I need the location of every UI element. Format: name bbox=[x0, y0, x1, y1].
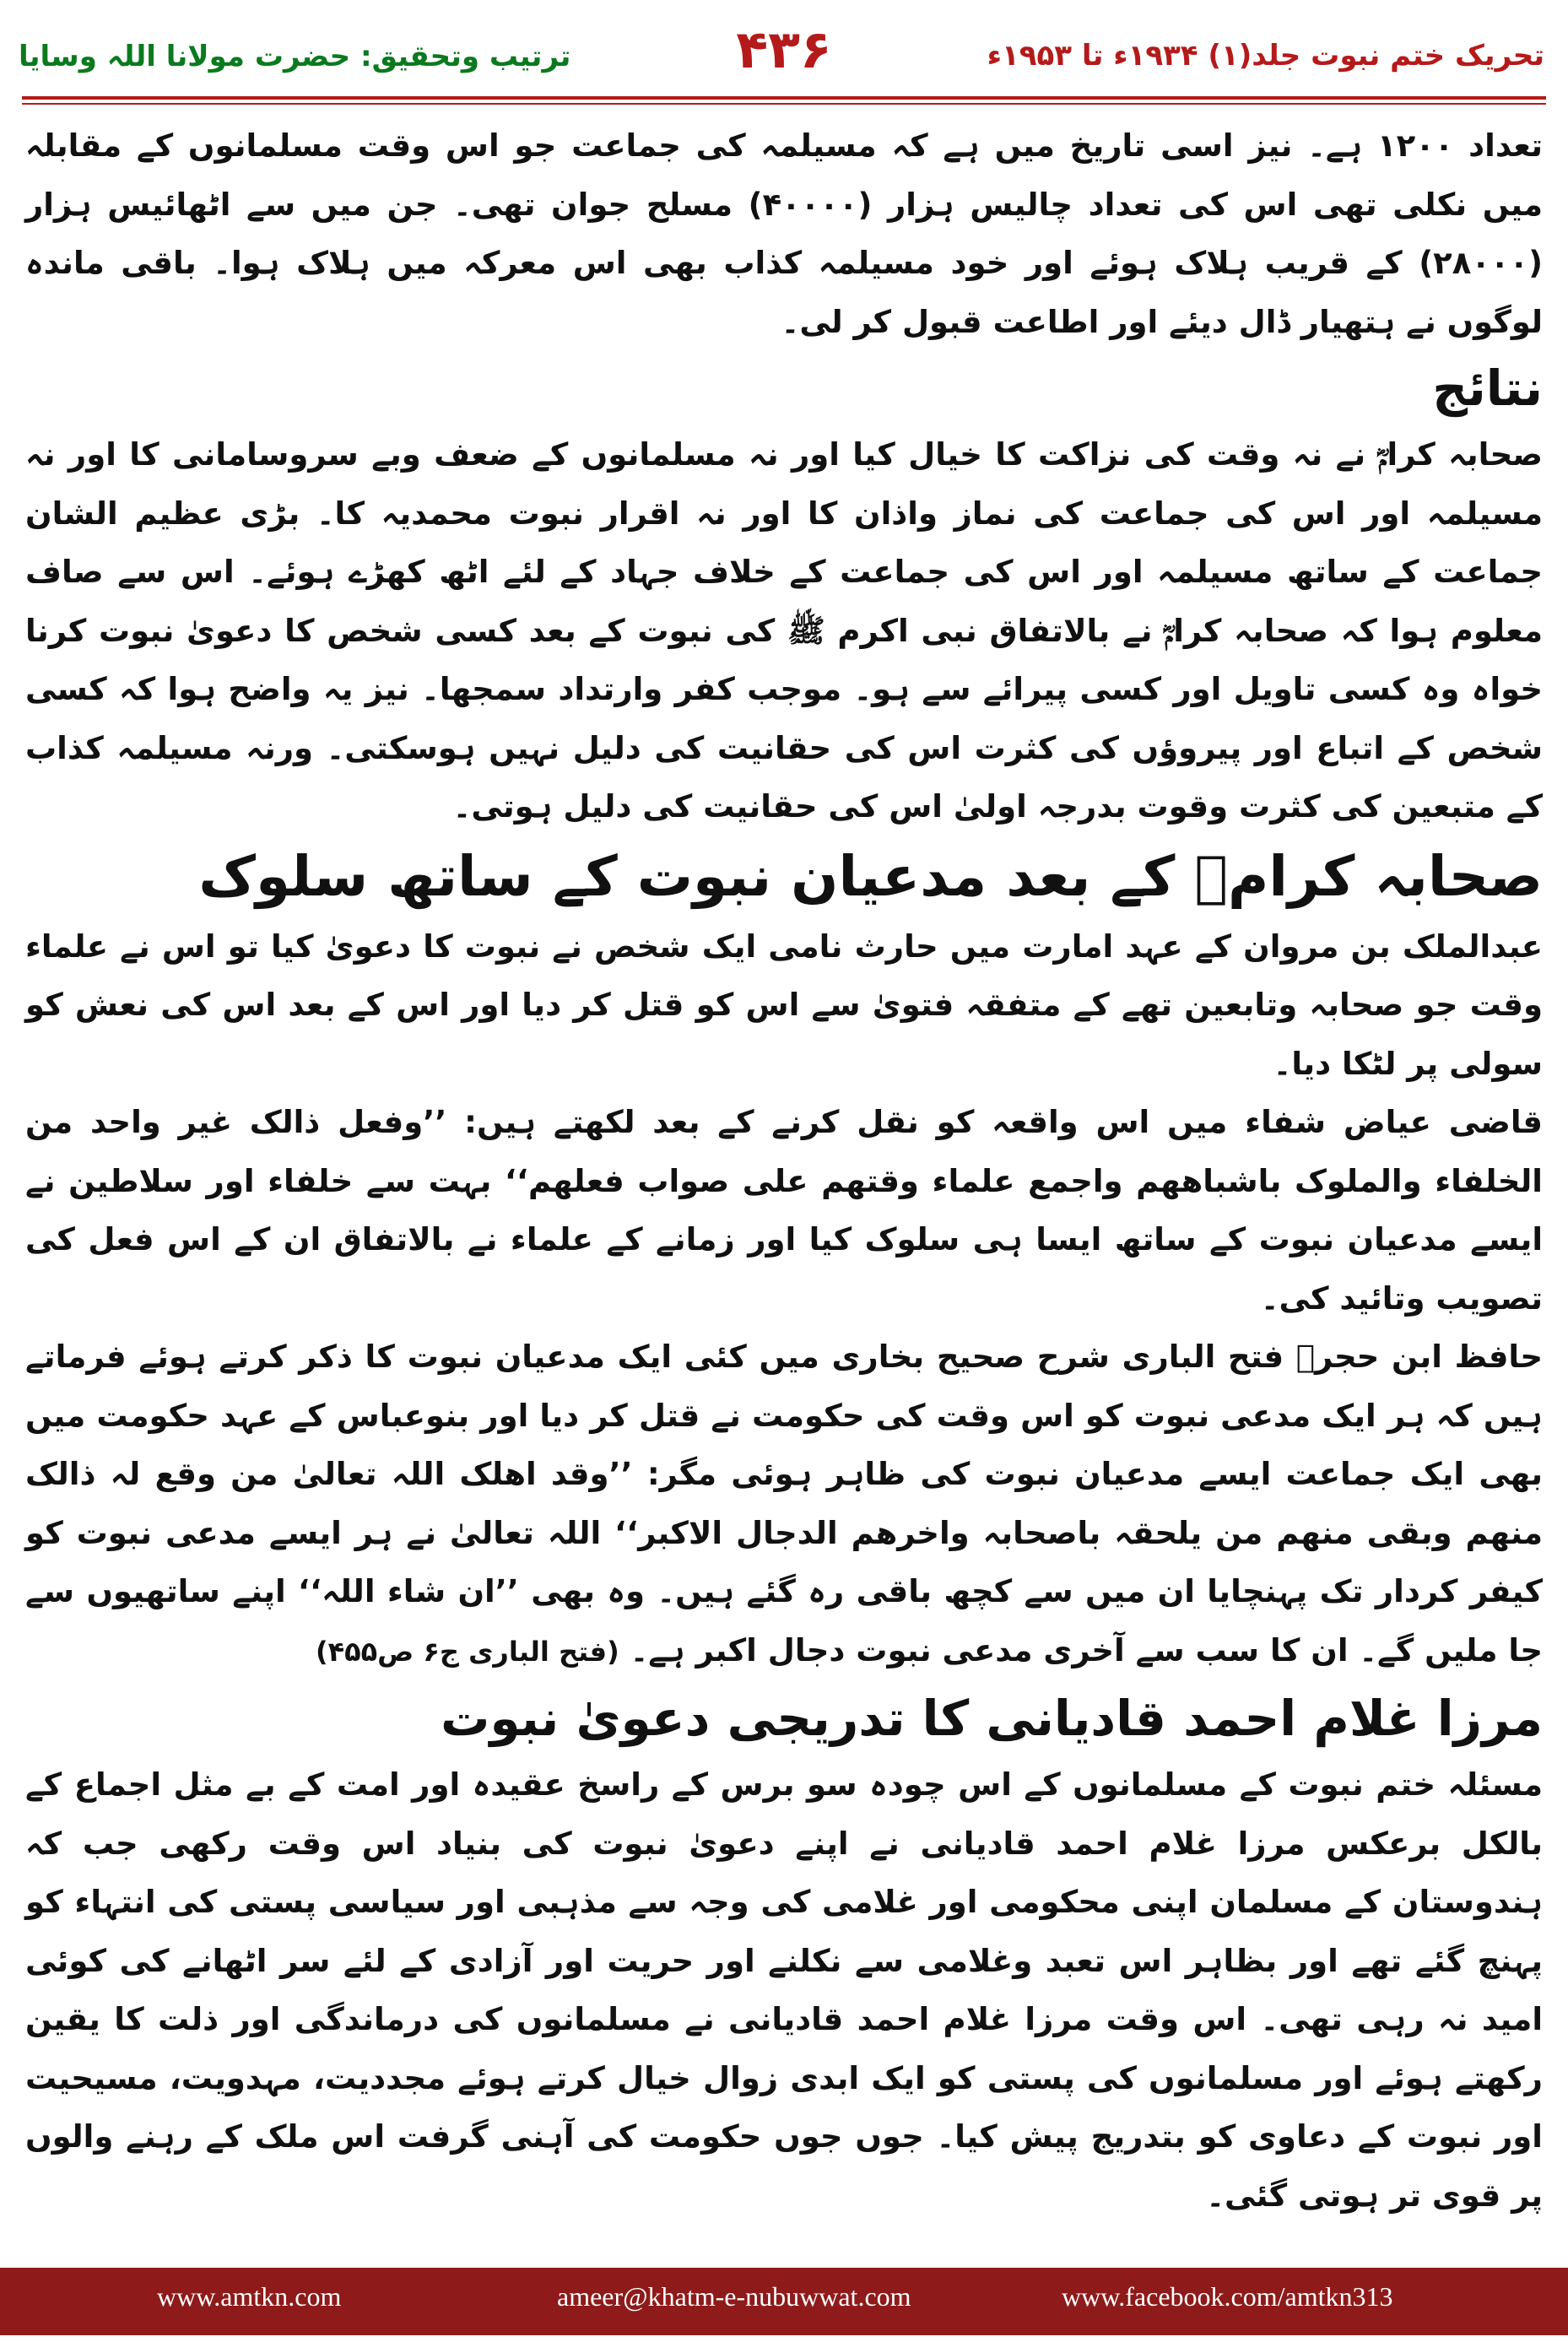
header-divider-thin bbox=[22, 103, 1546, 105]
page-footer bbox=[0, 2268, 1568, 2335]
header-divider bbox=[22, 96, 1546, 100]
page-header bbox=[0, 0, 1568, 100]
book-title: تحریک ختم نبوت جلد(۱) ۱۹۳۴ء تا ۱۹۵۳ء bbox=[987, 39, 1544, 73]
paragraph-casualties: تعداد ۱۲۰۰ ہے۔ نیز اسی تاریخ میں ہے کہ مسیلمہ کی جماعت جو اس وقت مسلمانوں کے مقابلہ میں نکلی تھی اس کی تعداد چالیس ہزار (۴۰۰۰۰) مسلح جوان تھی۔ جن میں سے اٹھائیس ہزار (۲۸۰۰۰) کے قریب ہلاک ہوئے اور خود مسیلمہ کذاب بھی اس معرکہ میں ہلاک ہوا۔ باقی ماندہ لوگوں نے ہتھیار ڈال دیئے اور اطاعت قبول کر لی۔ bbox=[25, 127, 1544, 340]
paragraph-ibn-hajar bbox=[25, 1328, 1543, 1681]
facebook-link[interactable]: www.facebook.com/amtkn313 bbox=[1062, 2281, 1393, 2312]
paragraph-results: صحابہ کرامؓ نے نہ وقت کی نزاکت کا خیال کیا اور نہ مسلمانوں کے ضعف وبے سروسامانی کا اور نہ مسیلمہ اور اس کی جماعت کی نماز واذان کا اور نہ اقرار نبوت محمدیہ کا۔ بڑی عظیم الشان جماعت کے ساتھ مسیلمہ اور اس کی جماعت کے خلاف جہاد کے لئے اٹھ کھڑے ہوئے۔ اس سے صاف معلوم ہوا کہ صحابہ کرامؓ نے بالاتفاق نبی اکرم ﷺ کی نبوت کے بعد کسی شخص کا دعویٰ نبوت کرنا خواہ وہ کسی تاویل اور کسی پیرائے سے ہو۔ موجب کفر وارتداد سمجھا۔ نیز یہ واضح ہوا کہ کسی شخص کے اتباع اور پیروؤں کی کثرت اس کی حقانیت کی دلیل نہیں ہوسکتی۔ ورنہ مسیلمہ کذاب کے متبعین کی کثرت وقوت بدرجہ اولیٰ اس کی حقانیت کی دلیل ہوتی۔ bbox=[25, 436, 1543, 825]
email-link[interactable]: ameer@khatm-e-nubuwwat.com bbox=[557, 2281, 911, 2312]
paragraph-harith: عبدالملک بن مروان کے عہد امارت میں حارث نامی ایک شخص نے نبوت کا دعویٰ کیا تو اس نے علماء وقت جو صحابہ وتابعین تھے کے متفقہ فتویٰ سے اس کو قتل کر دیا اور اس کے بعد اس کی نعش کو سولی پر لٹکا دیا۔ bbox=[25, 928, 1543, 1082]
website-link[interactable]: www.amtkn.com bbox=[157, 2281, 342, 2312]
page-body bbox=[25, 116, 1543, 2226]
paragraph-mirza: مسئلہ ختم نبوت کے مسلمانوں کے اس چودہ سو برس کے راسخ عقیدہ اور امت کے بے مثل اجماع کے بالکل برعکس مرزا غلام احمد قادیانی نے اپنے دعویٰ نبوت کی بنیاد اس وقت رکھی جب کہ ہندوستان کے مسلمان اپنی محکومی اور غلامی کی وجہ سے مذہبی اور سیاسی پستی کی انتہاء کو پہنچ گئے تھے اور بظاہر اس تعبد وغلامی سے نکلنے اور حریت اور آزادی کے لئے سر اٹھانے کی کوئی امید نہ رہی تھی۔ اس وقت مرزا غلام احمد قادیانی نے مسلمانوں کی درماندگی اور ذلت کا یقین رکھتے ہوئے اور مسلمانوں کی پستی کو ایک ابدی زوال خیال کرتے ہوئے مجددیت، مہدویت، مسیحیت اور نبوت کے دعاوی کو بتدریج پیش کیا۔ جوں جوں حکومت کی آہنی گرفت اس ملک کے رہنے والوں پر قوی تر ہوتی گئی۔ bbox=[25, 1766, 1543, 2214]
paragraph-qazi-iyaz: قاضی عیاض شفاء میں اس واقعہ کو نقل کرنے کے بعد لکھتے ہیں: ’’وفعل ذالک غیر واحد من الخلفاء والملوک باشباھھم واجمع علماء وقتھم علی صواب فعلھم‘‘ بہت سے خلفاء اور سلاطین نے ایسے مدعیان نبوت کے ساتھ ایسا ہی سلوک کیا اور زمانے کے علماء نے بالاتفاق ان کے اس فعل کی تصویب وتائید کی۔ bbox=[25, 1104, 1543, 1317]
heading-results: نتائج bbox=[1432, 360, 1543, 417]
compiler-credit: ترتیب وتحقیق: حضرت مولانا اللہ وسایا bbox=[19, 40, 571, 73]
heading-treatment-of-claimants: صحابہ کرامؓ کے بعد مدعیان نبوت کے ساتھ سلوک bbox=[198, 843, 1543, 909]
ibn-hajar-text: حافظ ابن حجرؒ فتح الباری شرح صحیح بخاری میں کئی ایک مدعیان نبوت کا ذکر کرتے ہوئے فرماتے ہیں کہ ہر ایک مدعی نبوت کو اس وقت کی حکومت نے قتل کر دیا اور بنوعباس کے عہد حکومت میں بھی ایک جماعت ایسے مدعیان نبوت کی ظاہر ہوئی مگر: ’’وقد اھلک اللہ تعالیٰ من وقع لہ ذالک منھم وبقی منھم من یلحقہ باصحابہ واخرھم الدجال الاکبر‘‘ اللہ تعالیٰ نے ہر ایسے مدعی نبوت کو کیفر کردار تک پہنچایا ان میں سے کچھ باقی رہ گئے ہیں۔ وہ بھی ’’ان شاء اللہ‘‘ اپنے ساتھیوں سے جا ملیں گے۔ ان کا سب سے آخری مدعی نبوت دجال اکبر ہے۔ bbox=[25, 1339, 1543, 1669]
citation-ref: (فتح الباری ج۶ ص۴۵۵) bbox=[315, 1635, 619, 1668]
heading-mirza-claim: مرزا غلام احمد قادیانی کا تدریجی دعویٰ نبوت bbox=[441, 1690, 1543, 1747]
page-number: ۴۳۶ bbox=[736, 19, 832, 80]
